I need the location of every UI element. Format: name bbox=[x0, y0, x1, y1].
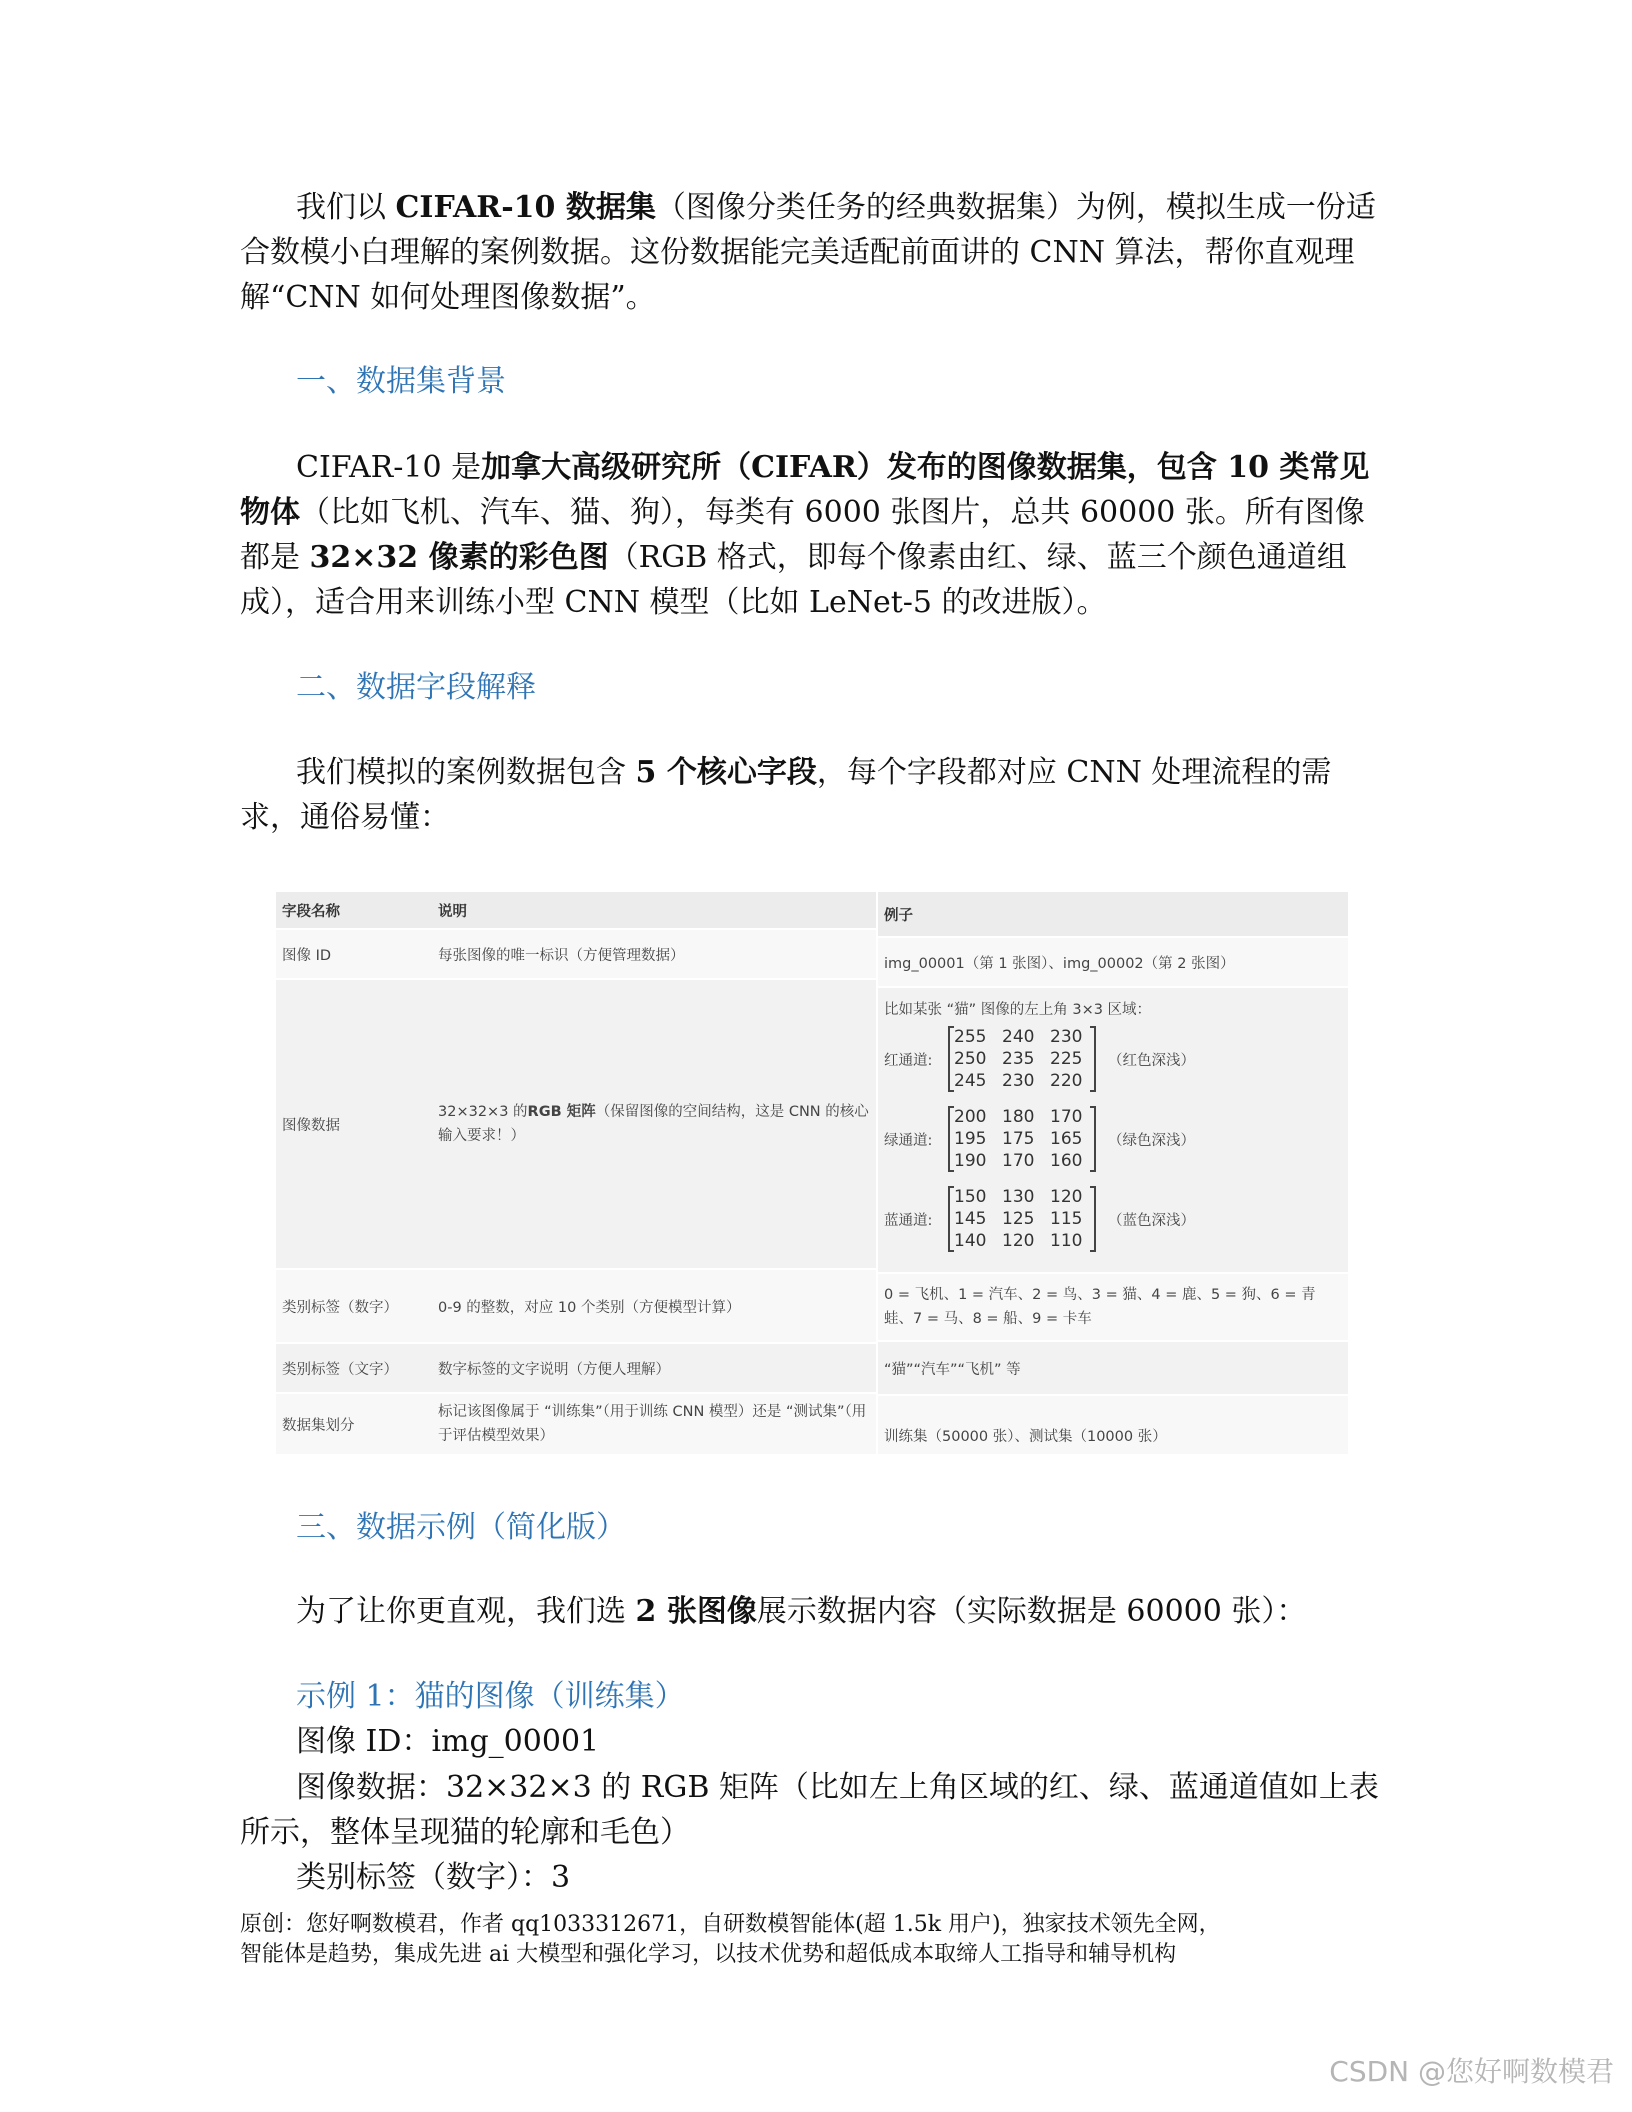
cell-desc-4: 标记该图像属于 “训练集”（用于训练 CNN 模型）还是 “测试集”（用于评估模型效果） bbox=[432, 1392, 876, 1454]
red-v5: 225 bbox=[1050, 1049, 1083, 1069]
cell-example-3: “猫”“汽车”“飞机” 等 bbox=[878, 1340, 1348, 1394]
red-v1: 240 bbox=[1002, 1027, 1035, 1047]
cell-desc-3: 数字标签的文字说明（方便人理解） bbox=[432, 1342, 876, 1392]
s1-text-3: （RGB 格式，即每个像素由红、绿、蓝三个颜色通道组成），适合用来训练小型 CNN 模型（比如 LeNet-5 的改进版）。 bbox=[240, 540, 1347, 620]
green-v2: 170 bbox=[1050, 1107, 1083, 1127]
red-v4: 235 bbox=[1002, 1049, 1035, 1069]
green-v4: 175 bbox=[1002, 1129, 1035, 1149]
s3-text-2: 展示数据内容（实际数据是 60000 张）： bbox=[756, 1594, 1307, 1629]
example1-title: 示例 1：猫的图像（训练集） bbox=[296, 1679, 685, 1714]
cell-name-4: 数据集划分 bbox=[276, 1392, 432, 1454]
table-col-example bbox=[878, 892, 1348, 1454]
fields-table bbox=[276, 892, 1348, 1454]
channel-green-note: （绿色深浅） bbox=[1108, 1132, 1195, 1149]
example1-label-number: 类别标签（数字）：3 bbox=[296, 1860, 571, 1895]
blue-v2: 120 bbox=[1050, 1187, 1083, 1207]
matrix-intro: 比如某张 “猫” 图像的左上角 3×3 区域： bbox=[884, 1002, 1152, 1018]
header-description: 说明 bbox=[432, 892, 876, 928]
section2-paragraph bbox=[240, 750, 1380, 840]
section3-paragraph bbox=[296, 1592, 1306, 1632]
blue-v8: 110 bbox=[1050, 1231, 1083, 1251]
s1-text-2: （比如飞机、汽车、猫、狗），每类有 6000 张图片，总共 60000 张。所有图像都是 bbox=[240, 495, 1365, 575]
green-v3: 195 bbox=[954, 1129, 987, 1149]
s3-text-1: 为了让你更直观，我们选 bbox=[296, 1594, 636, 1629]
section1-heading: 一、数据集背景 bbox=[296, 364, 506, 399]
s1-text-1: CIFAR-10 是 bbox=[296, 450, 482, 485]
section1-paragraph bbox=[240, 445, 1380, 625]
header-example: 例子 bbox=[878, 892, 1348, 936]
green-v7: 170 bbox=[1002, 1151, 1035, 1171]
cell-name-0: 图像 ID bbox=[276, 928, 432, 978]
cell-desc-0: 每张图像的唯一标识（方便管理数据） bbox=[432, 928, 876, 978]
channel-green-label: 绿通道: bbox=[884, 1132, 933, 1149]
desc-1-post: （保留图像的空间结构，这是 CNN 的核心输入要求！） bbox=[438, 1104, 869, 1144]
s2-text-1: 我们模拟的案例数据包含 bbox=[296, 755, 636, 790]
table-col-desc bbox=[432, 892, 876, 1454]
blue-v5: 115 bbox=[1050, 1209, 1083, 1229]
channel-green-row bbox=[884, 1106, 1195, 1172]
blue-v1: 130 bbox=[1002, 1187, 1035, 1207]
intro-bold-1: CIFAR-10 数据集 bbox=[395, 190, 656, 225]
cell-name-1: 图像数据 bbox=[276, 978, 432, 1268]
example1-image-id: 图像 ID：img_00001 bbox=[296, 1724, 600, 1759]
channel-blue-label: 蓝通道: bbox=[884, 1212, 933, 1229]
blue-v0: 150 bbox=[954, 1187, 987, 1207]
channel-green-matrix bbox=[948, 1106, 1096, 1172]
channel-blue-note: （蓝色深浅） bbox=[1108, 1212, 1195, 1229]
intro-text-2: （图像分类任务的经典数据集）为例，模拟生成一份适合数模小白理解的案例数据。这份数据能完美适配前面讲的 CNN 算法，帮你直观理解“CNN 如何处理图像数据”。 bbox=[240, 190, 1376, 315]
green-v0: 200 bbox=[954, 1107, 987, 1127]
header-field-name: 字段名称 bbox=[276, 892, 432, 928]
intro-paragraph bbox=[240, 185, 1380, 320]
cell-desc-1 bbox=[432, 978, 876, 1268]
blue-v6: 140 bbox=[954, 1231, 987, 1251]
s1-bold-2: 32×32 像素的彩色图 bbox=[309, 540, 609, 575]
csdn-watermark: CSDN @您好啊数模君 bbox=[1329, 2055, 1614, 2088]
s2-bold-1: 5 个核心字段 bbox=[635, 755, 817, 790]
red-v8: 220 bbox=[1050, 1071, 1083, 1091]
cell-name-3: 类别标签（文字） bbox=[276, 1342, 432, 1392]
footer-line-2: 智能体是趋势，集成先进 ai 大模型和强化学习，以技术优势和超低成本取缔人工指导和辅导机构 bbox=[240, 1942, 1177, 1967]
red-v3: 250 bbox=[954, 1049, 987, 1069]
desc-1-pre: 32×32×3 的 bbox=[438, 1104, 528, 1120]
cell-example-0: img_00001（第 1 张图）、img_00002（第 2 张图） bbox=[878, 936, 1348, 986]
blue-v4: 125 bbox=[1002, 1209, 1035, 1229]
green-v1: 180 bbox=[1002, 1107, 1035, 1127]
table-col-name bbox=[276, 892, 432, 1454]
red-v7: 230 bbox=[1002, 1071, 1035, 1091]
channel-red-note: （红色深浅） bbox=[1108, 1052, 1195, 1069]
s2-text-2: ，每个字段都对应 CNN 处理流程的需求，通俗易懂： bbox=[240, 755, 1332, 835]
green-v8: 160 bbox=[1050, 1151, 1083, 1171]
example1-image-data: 图像数据：32×32×3 的 RGB 矩阵（比如左上角区域的红、绿、蓝通道值如上表所示，整体呈现猫的轮廓和毛色） bbox=[240, 1770, 1379, 1850]
s1-bold-1: 加拿大高级研究所（CIFAR）发布的图像数据集，包含 10 类常见物体 bbox=[240, 450, 1370, 530]
cell-example-2: 0 = 飞机、1 = 汽车、2 = 鸟、3 = 猫、4 = 鹿、5 = 狗、6 = 青蛙、7 = 马、8 = 船、9 = 卡车 bbox=[878, 1272, 1348, 1340]
green-v6: 190 bbox=[954, 1151, 987, 1171]
green-v5: 165 bbox=[1050, 1129, 1083, 1149]
channel-blue-matrix bbox=[948, 1186, 1096, 1252]
red-v6: 245 bbox=[954, 1071, 987, 1091]
blue-v7: 120 bbox=[1002, 1231, 1035, 1251]
red-v0: 255 bbox=[954, 1027, 987, 1047]
cell-example-4: 训练集（50000 张）、测试集（10000 张） bbox=[878, 1394, 1348, 1454]
section3-heading: 三、数据示例（简化版） bbox=[296, 1510, 626, 1545]
cell-desc-2: 0-9 的整数，对应 10 个类别（方便模型计算） bbox=[432, 1268, 876, 1342]
channel-red-row bbox=[884, 1026, 1195, 1092]
cell-name-2: 类别标签（数字） bbox=[276, 1268, 432, 1342]
cell-example-1 bbox=[878, 986, 1348, 1272]
section2-heading: 二、数据字段解释 bbox=[296, 670, 536, 705]
channel-blue-row bbox=[884, 1186, 1195, 1252]
channel-red-matrix bbox=[948, 1026, 1096, 1092]
channel-red-label: 红通道: bbox=[884, 1052, 933, 1069]
red-v2: 230 bbox=[1050, 1027, 1083, 1047]
desc-1-bold: RGB 矩阵 bbox=[527, 1104, 596, 1120]
s3-bold-1: 2 张图像 bbox=[635, 1594, 757, 1629]
intro-text-1: 我们以 bbox=[296, 190, 396, 225]
footer-line-1: 原创：您好啊数模君，作者 qq1033312671，自研数模智能体(超 1.5k 用户)，独家技术领先全网， bbox=[240, 1912, 1221, 1937]
blue-v3: 145 bbox=[954, 1209, 987, 1229]
